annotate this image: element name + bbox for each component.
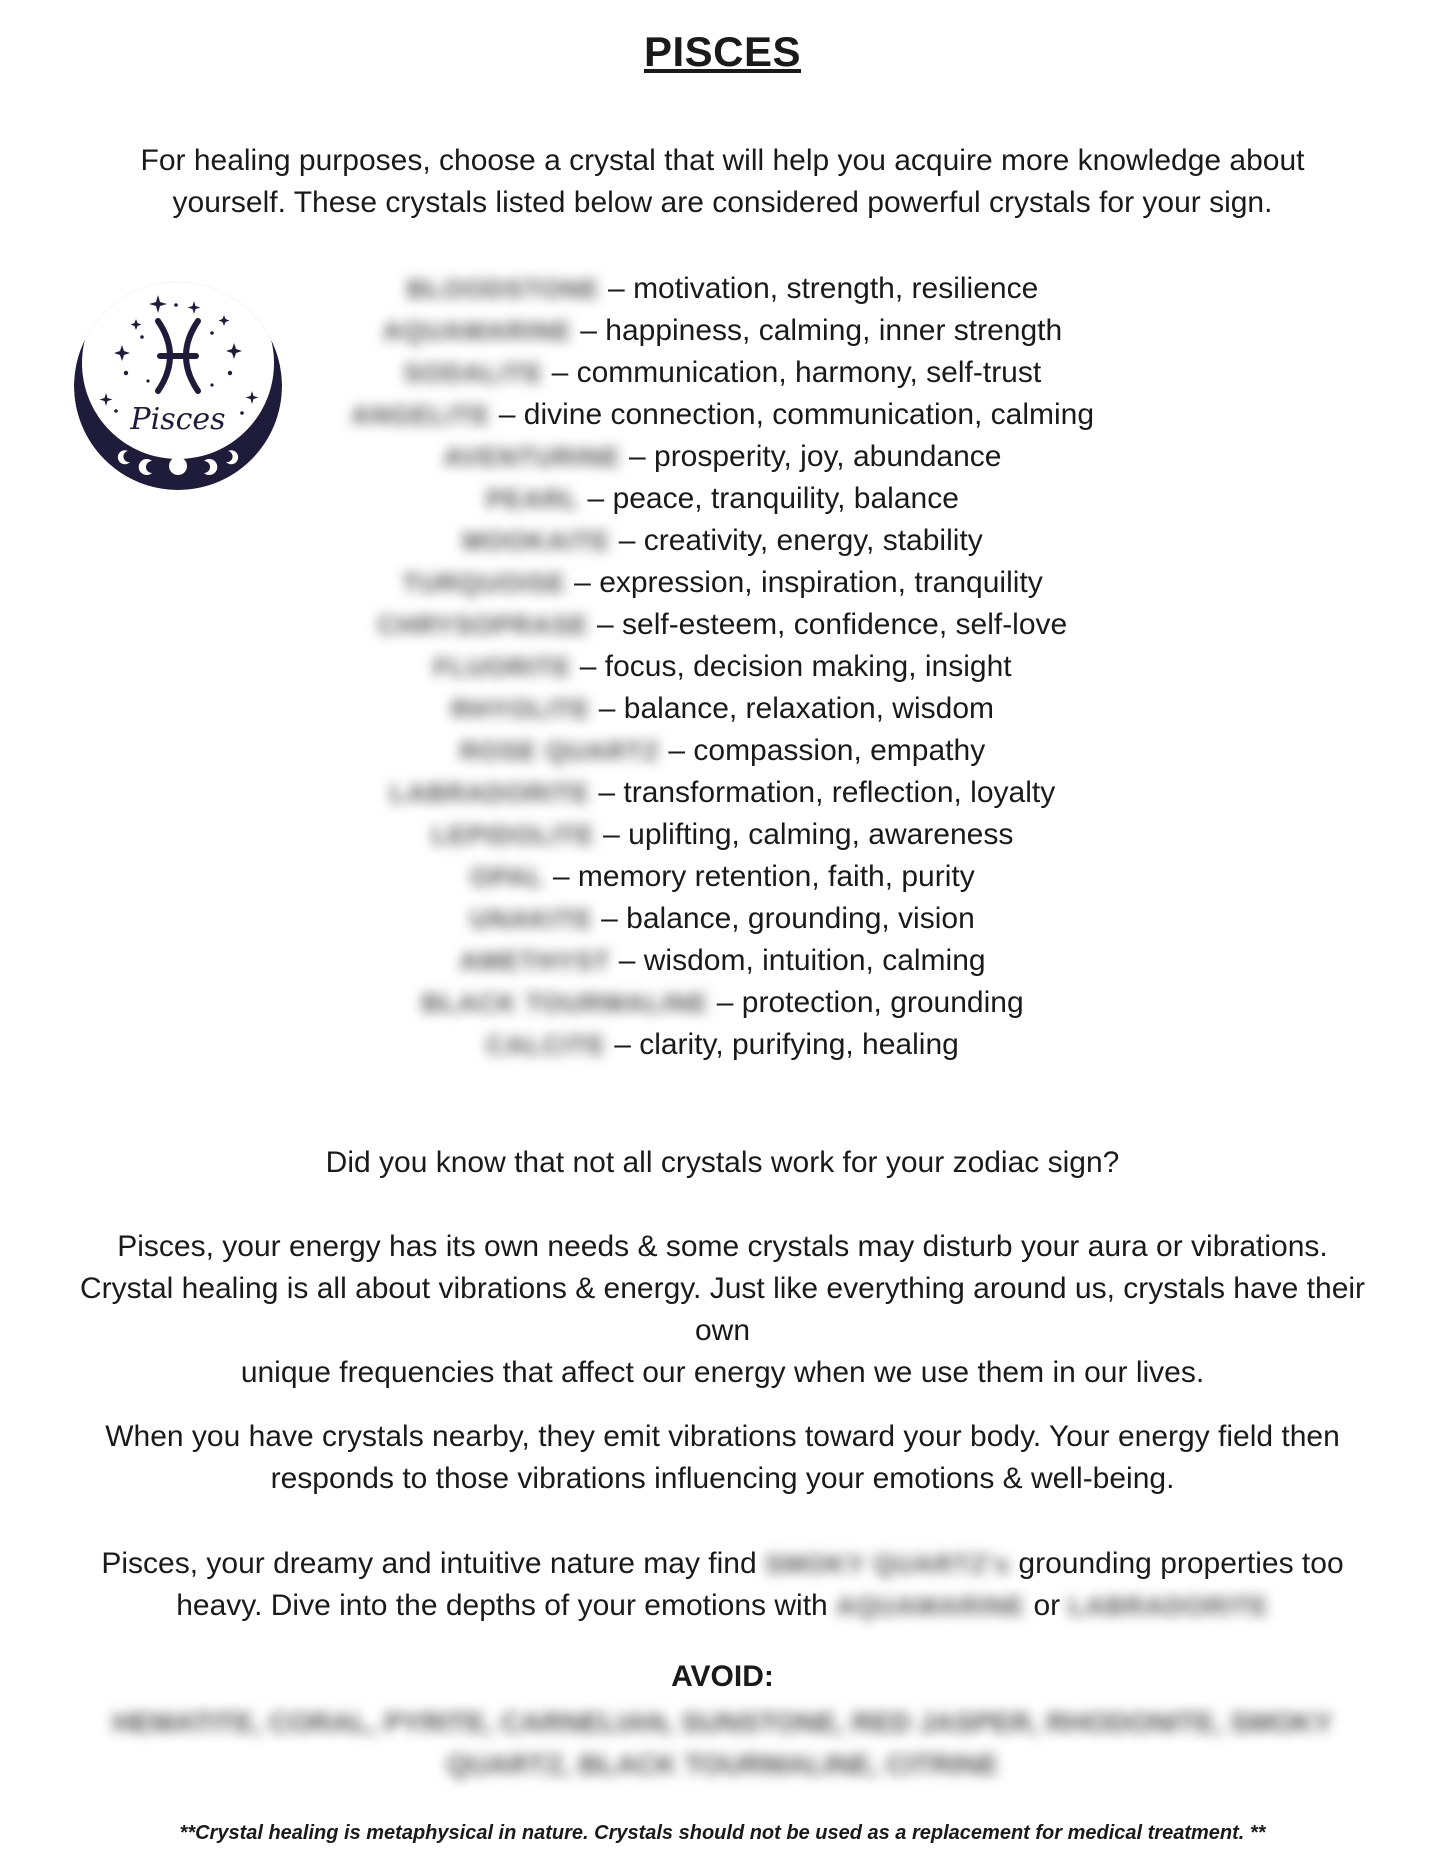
crystal-traits: – communication, harmony, self-trust bbox=[551, 356, 1042, 389]
crystal-traits: – prosperity, joy, abundance bbox=[628, 440, 1002, 473]
crystal-list-item bbox=[250, 646, 1195, 688]
energy-line-2: Crystal healing is all about vibrations & energy. Just like everything around us, crystals have their own bbox=[79, 1272, 1366, 1347]
emblem-script-text: Pisces bbox=[130, 402, 226, 437]
crystal-traits: – expression, inspiration, tranquility bbox=[574, 566, 1043, 599]
crystal-traits: – uplifting, calming, awareness bbox=[603, 818, 1014, 851]
crystal-traits: – motivation, strength, resilience bbox=[608, 272, 1039, 305]
energy-line-3: unique frequencies that affect our energy when we use them in our lives. bbox=[240, 1356, 1205, 1389]
crystal-traits: – clarity, purifying, healing bbox=[614, 1028, 959, 1061]
crystal-list-item bbox=[250, 982, 1195, 1024]
crystal-list-item bbox=[250, 856, 1195, 898]
crystal-traits: – balance, grounding, vision bbox=[601, 902, 975, 935]
crystal-list-item bbox=[250, 436, 1195, 478]
crystal-traits: – transformation, reflection, loyalty bbox=[598, 776, 1056, 809]
crystal-name: AMETHYST bbox=[459, 946, 611, 976]
dreamy-crystal-1: SMOKY QUARTZ's bbox=[765, 1549, 1011, 1579]
crystal-traits: – wisdom, intuition, calming bbox=[618, 944, 986, 977]
crystal-name: PEARL bbox=[486, 484, 580, 514]
crystal-list-item bbox=[250, 604, 1195, 646]
crystal-name: MOOKAITE bbox=[462, 526, 611, 556]
dreamy-text-middle: grounding properties too heavy. Dive into the depths of your emotions with bbox=[176, 1547, 1344, 1622]
crystal-traits: – happiness, calming, inner strength bbox=[580, 314, 1063, 347]
crystal-traits: – compassion, empathy bbox=[668, 734, 986, 767]
vibrations-paragraph: When you have crystals nearby, they emit vibrations toward your body. Your energy field then responds to those vibrations influencing your emotions & well-being. bbox=[105, 1420, 1340, 1495]
energy-paragraph bbox=[70, 1226, 1375, 1394]
crystal-list bbox=[250, 268, 1195, 1066]
zodiac-question: Did you know that not all crystals work for your zodiac sign? bbox=[325, 1146, 1120, 1179]
crystal-list-item bbox=[250, 562, 1195, 604]
crystal-name: TURQUOISE bbox=[402, 568, 566, 598]
crystal-name: AQUAMARINE bbox=[382, 316, 572, 346]
crystal-name: LEPIDOLITE bbox=[431, 820, 595, 850]
crystal-name: SODALITE bbox=[403, 358, 544, 388]
crystal-name: BLACK TOURMALINE bbox=[421, 988, 709, 1018]
dreamy-connector: or bbox=[1025, 1589, 1069, 1622]
crystal-list-item bbox=[250, 898, 1195, 940]
crystal-list-item bbox=[250, 772, 1195, 814]
avoid-heading: AVOID: bbox=[671, 1660, 774, 1693]
crystal-traits: – protection, grounding bbox=[716, 986, 1024, 1019]
energy-line-1: Pisces, your energy has its own needs & some crystals may disturb your aura or vibrations. bbox=[117, 1230, 1328, 1263]
crystal-name: OPAL bbox=[470, 862, 545, 892]
page-title: PISCES bbox=[643, 28, 802, 75]
avoid-list: HEMATITE, CORAL, PYRITE, CARNELIAN, SUNSTONE, RED JASPER, RHODONITE, SMOKY QUARTZ, BLACK TOURMALINE, CITRINE bbox=[112, 1707, 1333, 1780]
crystal-traits: – divine connection, communication, calming bbox=[498, 398, 1095, 431]
crystal-list-item bbox=[250, 1024, 1195, 1066]
crystal-traits: – balance, relaxation, wisdom bbox=[598, 692, 994, 725]
intro-paragraph: For healing purposes, choose a crystal that will help you acquire more knowledge about yourself. These crystals listed below are considered powerful crystals for your sign. bbox=[140, 144, 1305, 219]
crystal-name: FLUORITE bbox=[433, 652, 572, 682]
crystal-name: RHYOLITE bbox=[450, 694, 591, 724]
crystal-list-item bbox=[250, 268, 1195, 310]
crystal-list-item bbox=[250, 688, 1195, 730]
crystal-name: CHRYSOPRASE bbox=[377, 610, 589, 640]
dreamy-crystal-2: AQUAMARINE bbox=[836, 1591, 1026, 1621]
crystal-name: BLOODSTONE bbox=[406, 274, 600, 304]
crystal-list-item bbox=[250, 478, 1195, 520]
crystal-list-item bbox=[250, 730, 1195, 772]
crystal-traits: – focus, decision making, insight bbox=[579, 650, 1012, 683]
crystal-list-item bbox=[250, 940, 1195, 982]
dreamy-text-before: Pisces, your dreamy and intuitive nature may find bbox=[101, 1547, 766, 1580]
crystal-name: UNAKITE bbox=[470, 904, 593, 934]
dreamy-paragraph bbox=[60, 1543, 1385, 1627]
crystal-list-item bbox=[250, 352, 1195, 394]
crystal-traits: – self-esteem, confidence, self-love bbox=[596, 608, 1068, 641]
disclaimer: **Crystal healing is metaphysical in nature. Crystals should not be used as a replacement for medical treatment. ** bbox=[179, 1822, 1266, 1844]
crystal-list-item bbox=[250, 310, 1195, 352]
crystal-name: ANGELITE bbox=[350, 400, 491, 430]
crystal-list-item bbox=[250, 394, 1195, 436]
crystal-list-item bbox=[250, 814, 1195, 856]
crystal-name: LABRADORITE bbox=[389, 778, 590, 808]
crystal-name: ROSE QUARTZ bbox=[459, 736, 661, 766]
crystal-name: AVENTURINE bbox=[443, 442, 621, 472]
dreamy-crystal-3: LABRADORITE bbox=[1068, 1591, 1269, 1621]
crystal-traits: – memory retention, faith, purity bbox=[552, 860, 975, 893]
crystal-traits: – creativity, energy, stability bbox=[618, 524, 983, 557]
crystal-name: CALCITE bbox=[486, 1030, 606, 1060]
crystal-list-item bbox=[250, 520, 1195, 562]
crystal-traits: – peace, tranquility, balance bbox=[587, 482, 959, 515]
